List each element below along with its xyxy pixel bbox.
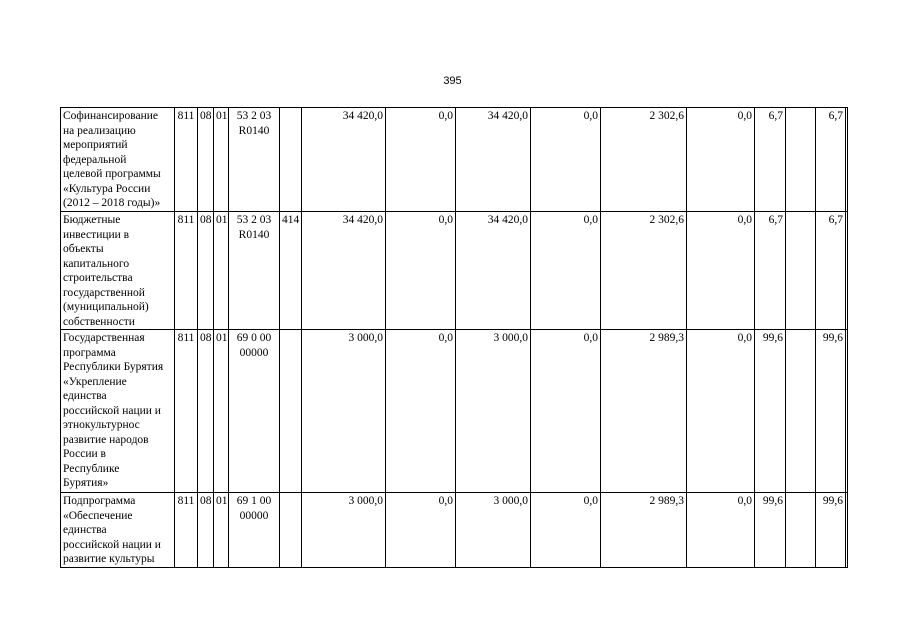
section-code: 08	[198, 108, 214, 212]
expense-type: 414	[280, 212, 302, 330]
approved-amount: 34 420,0	[302, 212, 386, 330]
table-row	[61, 330, 848, 493]
executed-amount: 2 989,3	[601, 493, 687, 568]
row-name-line: развитие народов	[63, 433, 149, 446]
approved-local: 0,0	[531, 212, 601, 330]
row-name-line: России в	[63, 448, 106, 460]
row-name-line: (муниципальной)	[63, 301, 149, 313]
row-name-line: единства	[63, 390, 107, 402]
ministry-code: 811	[175, 493, 198, 568]
row-name-line: инвестиции в	[63, 228, 130, 241]
row-name-line: целевой программы	[63, 168, 161, 180]
row-name-line: мероприятий	[63, 139, 128, 151]
subsection-code: 01	[214, 108, 229, 212]
executed-amount: 2 302,6	[601, 212, 687, 330]
row-name-line: Республике	[63, 462, 120, 475]
expense-type	[280, 330, 302, 493]
target-article-line: 53 2 03	[236, 214, 272, 226]
target-article-line: 69 1 00	[236, 495, 272, 507]
execution-percent: 6,7	[755, 212, 786, 330]
row-name-line: развитие культуры	[63, 553, 155, 565]
approved-amount: 3 000,0	[302, 493, 386, 568]
execution-percent-federal	[786, 493, 816, 568]
approved-local: 0,0	[531, 330, 601, 493]
expense-type	[280, 493, 302, 568]
section-code: 08	[198, 493, 214, 568]
subsection-code: 01	[214, 330, 229, 493]
approved-federal: 0,0	[386, 330, 456, 493]
row-name-line: «Укрепление	[63, 375, 127, 388]
target-article-line: 00000	[239, 346, 269, 359]
row-name-line: Бюджетные	[63, 214, 121, 226]
execution-percent-federal	[786, 330, 816, 493]
execution-percent-regional: 6,7	[816, 108, 846, 212]
row-name-line: собственности	[63, 315, 135, 328]
row-name-line: Государственная	[63, 332, 145, 344]
ministry-code: 811	[175, 212, 198, 330]
execution-percent: 6,7	[755, 108, 786, 212]
section-code: 08	[198, 212, 214, 330]
target-article-line: 69 0 00	[236, 332, 272, 344]
row-name-line: строительства	[63, 272, 133, 284]
row-name-line: этнокультурнос	[63, 419, 140, 431]
row-name-line: российской нации и	[63, 538, 161, 551]
row-name	[61, 493, 175, 568]
row-name-line: Подпрограмма	[63, 495, 136, 507]
execution-percent-regional: 6,7	[816, 212, 846, 330]
executed-federal: 0,0	[687, 212, 755, 330]
execution-percent: 99,6	[755, 330, 786, 493]
execution-percent-local	[846, 212, 848, 330]
row-name	[61, 330, 175, 493]
row-name-line: на реализацию	[63, 124, 136, 137]
row-name-line: российской нации и	[63, 404, 161, 417]
executed-federal: 0,0	[687, 108, 755, 212]
approved-local: 0,0	[531, 108, 601, 212]
approved-federal: 0,0	[386, 108, 456, 212]
execution-percent-federal	[786, 108, 816, 212]
executed-amount: 2 989,3	[601, 330, 687, 493]
row-name-line: федеральной	[63, 153, 127, 166]
approved-amount: 3 000,0	[302, 330, 386, 493]
section-code: 08	[198, 330, 214, 493]
row-name-line: единства	[63, 524, 107, 536]
row-name-line: государственной	[63, 286, 145, 299]
approved-regional: 34 420,0	[456, 212, 531, 330]
row-name-line: программа	[63, 346, 116, 359]
target-article	[229, 212, 280, 330]
target-article-line: 00000	[239, 509, 269, 522]
row-name	[61, 212, 175, 330]
execution-percent-regional: 99,6	[816, 493, 846, 568]
row-name-line: «Культура России	[63, 182, 151, 195]
subsection-code: 01	[214, 493, 229, 568]
row-name-line: Бурятия»	[63, 477, 109, 489]
budget-table	[60, 107, 848, 568]
target-article	[229, 108, 280, 212]
executed-federal: 0,0	[687, 330, 755, 493]
target-article-line: 53 2 03	[236, 110, 272, 122]
execution-percent-regional: 99,6	[816, 330, 846, 493]
target-article-line: R0140	[238, 124, 270, 137]
approved-local: 0,0	[531, 493, 601, 568]
approved-regional: 34 420,0	[456, 108, 531, 212]
execution-percent-local	[846, 108, 848, 212]
executed-amount: 2 302,6	[601, 108, 687, 212]
target-article-line: R0140	[238, 228, 270, 241]
table-row	[61, 108, 848, 212]
approved-federal: 0,0	[386, 212, 456, 330]
approved-federal: 0,0	[386, 493, 456, 568]
ministry-code: 811	[175, 330, 198, 493]
execution-percent-local	[846, 330, 848, 493]
row-name-line: объекты	[63, 243, 104, 255]
target-article	[229, 493, 280, 568]
execution-percent: 99,6	[755, 493, 786, 568]
subsection-code: 01	[214, 212, 229, 330]
row-name-line: капитального	[63, 257, 130, 270]
execution-percent-federal	[786, 212, 816, 330]
row-name-line: Республики Бурятия	[63, 361, 164, 373]
row-name-line: (2012 – 2018 годы)»	[63, 197, 161, 209]
page-number: 395	[443, 75, 462, 87]
row-name-line: Софинансирование	[63, 110, 158, 122]
approved-regional: 3 000,0	[456, 493, 531, 568]
table-row	[61, 493, 848, 568]
execution-percent-local	[846, 493, 848, 568]
approved-amount: 34 420,0	[302, 108, 386, 212]
ministry-code: 811	[175, 108, 198, 212]
executed-federal: 0,0	[687, 493, 755, 568]
row-name-line: «Обеспечение	[63, 509, 133, 522]
target-article	[229, 330, 280, 493]
expense-type	[280, 108, 302, 212]
row-name	[61, 108, 175, 212]
table-row	[61, 212, 848, 330]
approved-regional: 3 000,0	[456, 330, 531, 493]
